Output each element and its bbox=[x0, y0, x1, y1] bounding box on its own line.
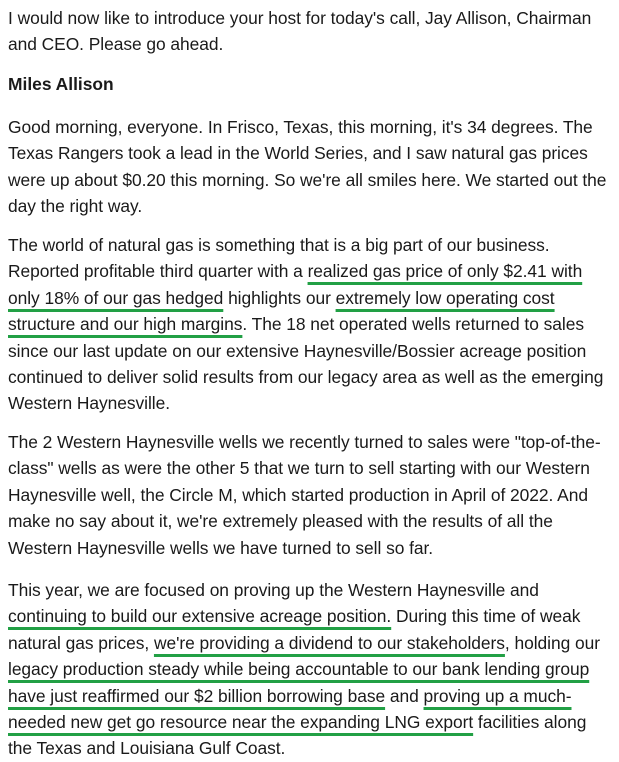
text-segment: highlights our bbox=[223, 287, 336, 308]
paragraph-greeting: Good morning, everyone. In Frisco, Texas, this morning, it's 34 degrees. The Texas Rangers took a lead in the World Series, and I saw natural gas prices were up about $0.20 this morning. So we're all smiles here. We started out the day the right way. bbox=[8, 117, 607, 217]
highlighted-phrase: legacy production steady while being accountable to our bank lending group have just reaffirmed our $2 billion borrowing base bbox=[8, 659, 590, 706]
paragraph-natural-gas bbox=[8, 232, 619, 417]
text-segment: During this time of weak natural gas prices, bbox=[8, 606, 581, 653]
highlighted-phrase: we're providing a dividend to our stakeholders bbox=[153, 632, 505, 653]
text-segment: This year, we are focused on proving up the Western Haynesville and bbox=[8, 580, 539, 600]
text-segment: . The 18 net operated wells returned to sales since our last update on our extensive Haynesville/Bossier acreage position continued to deliver solid results from our legacy area as well as the emerging Western Haynesville. bbox=[8, 314, 604, 414]
highlighted-phrase: extremely low operating cost structure and our high margins bbox=[8, 287, 555, 335]
speaker-name: Miles Allison bbox=[8, 74, 114, 94]
paragraph-western-haynesville: The 2 Western Haynesville wells we recently turned to sales were "top-of-the-class" wells as were the other 5 that we turn to sell starting with our Western Haynesville well, the Circle M, which started production in April of 2022. And make no say about it, we're extremely pleased with the results of all the Western Haynesville wells we have turned to sell so far. bbox=[8, 432, 601, 558]
highlighted-phrase: realized gas price of only $2.41 with only 18% of our gas hedged bbox=[8, 261, 583, 308]
highlighted-phrase: continuing to build our extensive acreage position. bbox=[8, 606, 392, 627]
text-segment: and bbox=[385, 685, 424, 706]
operator-intro-paragraph: I would now like to introduce your host for today's call, Jay Allison, Chairman and CEO. Please go ahead. bbox=[8, 8, 592, 55]
highlighted-phrase: proving up a much-needed new get go resource near the expanding LNG export bbox=[8, 685, 572, 733]
paragraph-focus bbox=[8, 577, 619, 762]
text-segment: The world of natural gas is something that is a big part of our business. Reported profitable third quarter with a bbox=[8, 235, 550, 282]
text-segment: , holding our bbox=[504, 632, 600, 653]
text-segment: facilities along the Texas and Louisiana Gulf Coast. bbox=[8, 712, 587, 759]
